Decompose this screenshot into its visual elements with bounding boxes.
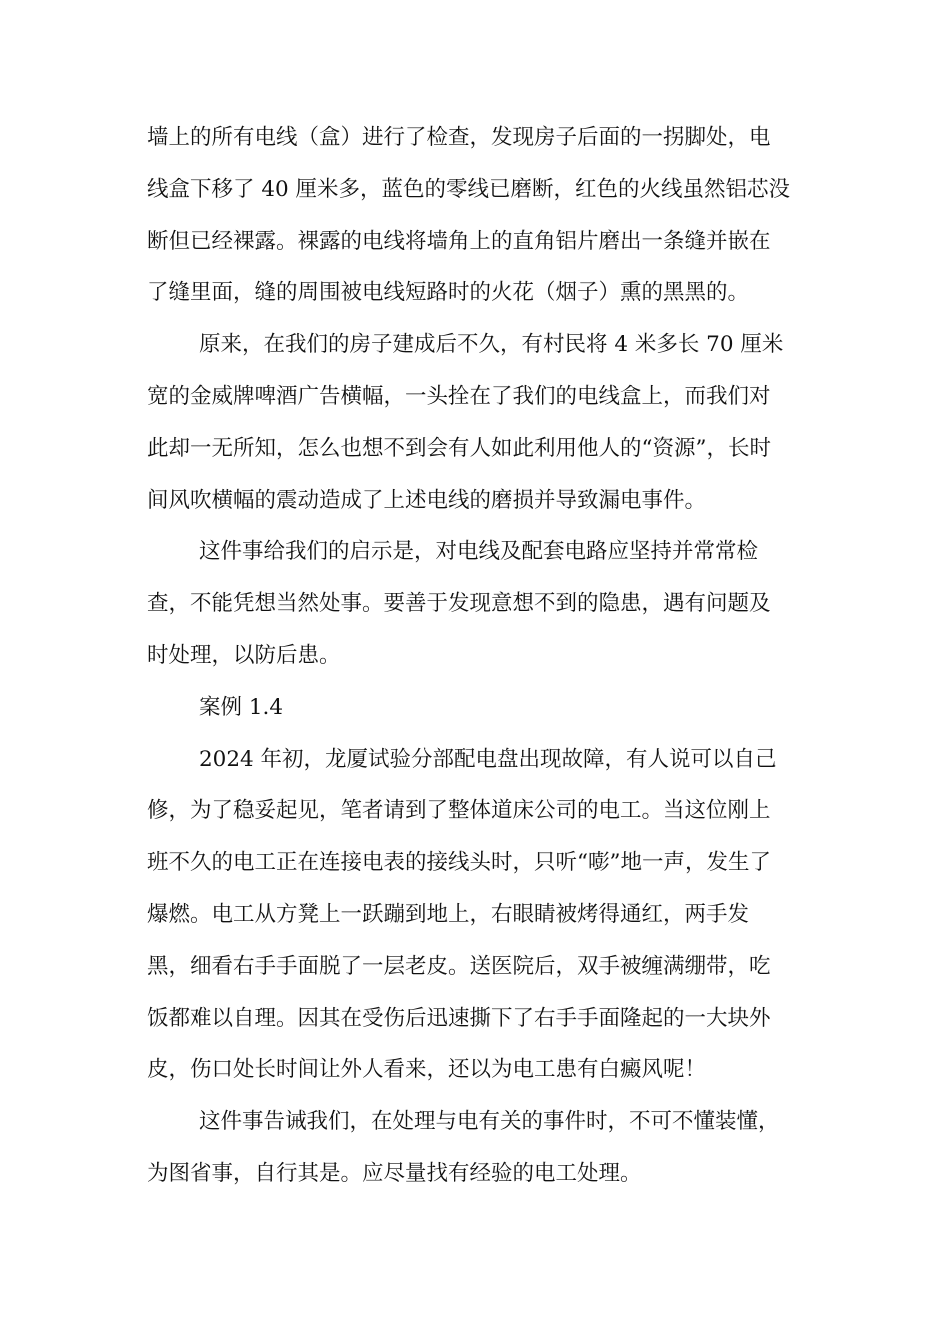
text-line: 时处理，以防后患。 xyxy=(147,642,341,668)
paragraph-banner-cause xyxy=(147,319,807,526)
text-line: 2024 年初，龙厦试验分部配电盘出现故障，有人说可以自己 xyxy=(199,746,777,772)
text-line: 这件事给我们的启示是，对电线及配套电路应坚持并常常检 xyxy=(199,539,759,565)
text-line: 宽的金威牌啤酒广告横幅，一头拴在了我们的电线盒上，而我们对 xyxy=(147,383,771,409)
document-body xyxy=(147,112,807,1200)
paragraph-lesson-one xyxy=(147,526,807,681)
case-title: 案例 1.4 xyxy=(199,694,284,720)
text-line: 这件事告诫我们，在处理与电有关的事件时，不可不懂装懂， xyxy=(199,1109,780,1135)
text-line: 间风吹横幅的震动造成了上述电线的磨损并导致漏电事件。 xyxy=(147,487,707,513)
text-line: 查，不能凭想当然处事。要善于发现意想不到的隐患，遇有问题及 xyxy=(147,591,771,617)
text-line: 修，为了稳妥起见，笔者请到了整体道床公司的电工。当这位刚上 xyxy=(147,798,771,824)
case-heading xyxy=(147,682,807,734)
text-line: 原来，在我们的房子建成后不久，有村民将 4 米多长 70 厘米 xyxy=(199,332,784,358)
paragraph-case-story xyxy=(147,734,807,1097)
text-line: 饭都难以自理。因其在受伤后迅速撕下了右手手面隆起的一大块外 xyxy=(147,1005,771,1031)
text-line: 此却一无所知，怎么也想不到会有人如此利用他人的“资源”，长时 xyxy=(147,435,771,461)
paragraph-lesson-two xyxy=(147,1096,807,1200)
text-line: 墙上的所有电线（盒）进行了检查，发现房子后面的一拐脚处，电 xyxy=(147,125,771,150)
text-line: 班不久的电工正在连接电表的接线头时，只听“嘭”地一声，发生了 xyxy=(147,850,771,876)
text-line: 断但已经裸露。裸露的电线将墙角上的直角铝片磨出一条缝并嵌在 xyxy=(147,228,771,254)
paragraph-wiring-inspection xyxy=(147,112,807,319)
text-line: 皮，伤口处长时间让外人看来，还以为电工患有白癜风呢！ xyxy=(147,1057,707,1083)
text-line: 为图省事，自行其是。应尽量找有经验的电工处理。 xyxy=(147,1160,642,1186)
text-line: 爆燃。电工从方凳上一跃蹦到地上，右眼睛被烤得通红，两手发 xyxy=(147,901,750,927)
text-line: 了缝里面，缝的周围被电线短路时的火花（烟子）熏的黑黑的。 xyxy=(147,280,750,306)
text-line: 线盒下移了 40 厘米多，蓝色的零线已磨断，红色的火线虽然铝芯没 xyxy=(147,176,791,202)
text-line: 黑，细看右手手面脱了一层老皮。送医院后，双手被缠满绷带，吃 xyxy=(147,953,771,979)
